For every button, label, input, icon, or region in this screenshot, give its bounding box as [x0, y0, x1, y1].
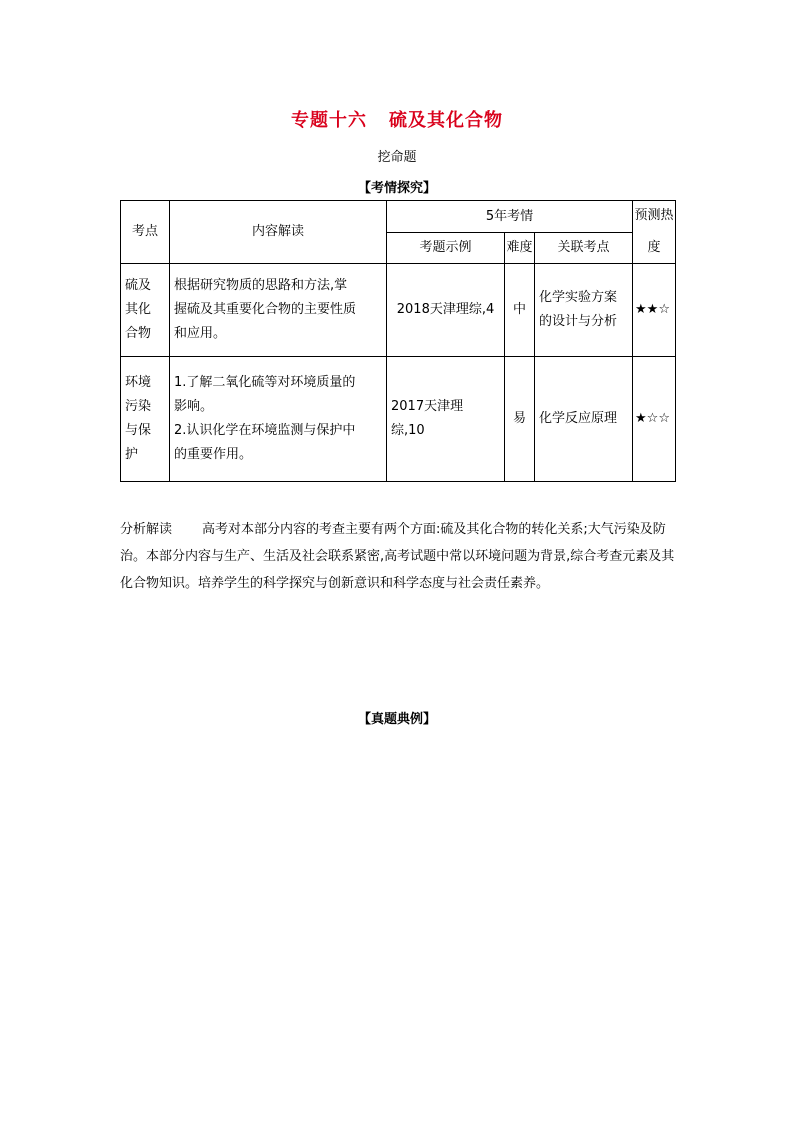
cell-related: 化学反应原理: [535, 357, 633, 482]
header-content: 内容解读: [170, 201, 387, 264]
header-heat-line1: 预测热: [634, 208, 674, 223]
cell-example: 2018天津理综,4: [387, 264, 505, 357]
table-row: [121, 264, 676, 357]
header-point: 考点: [121, 201, 170, 264]
analysis-text: 高考对本部分内容的考查主要有两个方面:硫及其化合物的转化关系;大气污染及防治。本部分内容与生产、生活及社会联系紧密,高考试题中常以环境问题为背景,综合考查元素及其化合物知识。培养学生的科学探究与创新意识和科学态度与社会责任素养。: [120, 522, 675, 591]
section-heading-real-questions: 【真题典例】: [357, 712, 436, 727]
cell-related: 化学实验方案 的设计与分析: [535, 264, 633, 357]
header-difficulty: 难度: [505, 233, 535, 264]
star-rating: ★★☆: [633, 264, 676, 357]
cell-example: 2017天津理 综,10: [387, 357, 505, 482]
header-five-year: 5年考情: [387, 201, 633, 233]
table-row: [121, 357, 676, 482]
star-rating: ★☆☆: [633, 357, 676, 482]
cell-difficulty: 易: [505, 357, 535, 482]
analysis-paragraph: [120, 516, 680, 597]
header-heat: [633, 201, 676, 264]
header-row-1: [121, 201, 676, 233]
title-part2: 硫及其化合物: [389, 110, 503, 131]
title-part1: 专题十六: [291, 110, 367, 131]
cell-difficulty: 中: [505, 264, 535, 357]
subtitle: 挖命题: [377, 150, 417, 165]
analysis-label: 分析解读: [120, 522, 173, 537]
exam-analysis-table: [120, 200, 676, 482]
page-title: [0, 106, 794, 132]
header-example: 考题示例: [387, 233, 505, 264]
cell-content: 根据研究物质的思路和方法,掌 握硫及其重要化合物的主要性质 和应用。: [170, 264, 387, 357]
section-heading-exam-analysis: 【考情探究】: [357, 181, 436, 196]
cell-content: 1.了解二氧化硫等对环境质量的 影响。 2.认识化学在环境监测与保护中 的重要作用。: [170, 357, 387, 482]
header-heat-line2: 度: [647, 240, 661, 255]
header-related: 关联考点: [535, 233, 633, 264]
cell-point: 硫及 其化 合物: [121, 264, 170, 357]
cell-point: 环境 污染 与保 护: [121, 357, 170, 482]
